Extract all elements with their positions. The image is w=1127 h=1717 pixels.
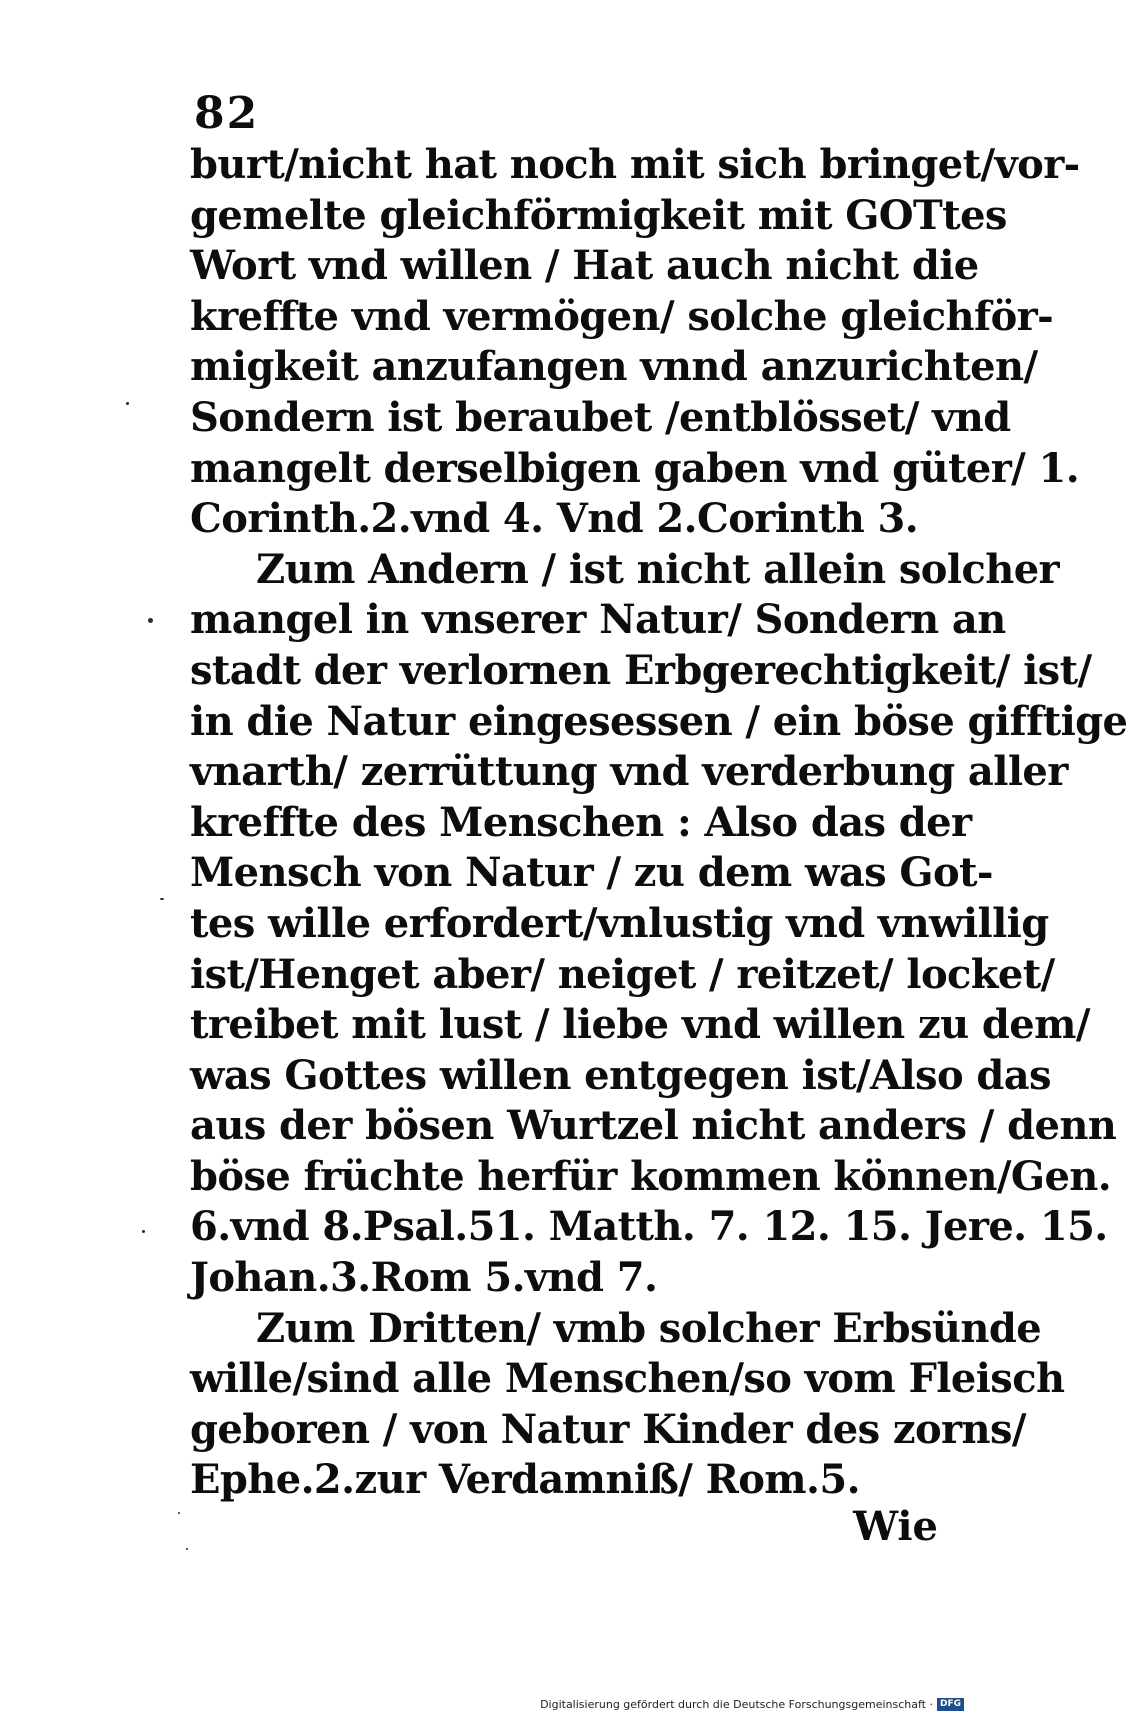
text-line: Corinth.2.vnd 4. Vnd 2.Corinth 3. (190, 495, 919, 543)
text-line: treibet mit lust / liebe vnd willen zu dem/ (190, 1001, 1090, 1049)
text-line: Wort vnd willen / Hat auch nicht die (190, 242, 979, 290)
text-line: ist/Henget aber/ neiget / reitzet/ locket/ (190, 950, 1055, 998)
page-number: 82 (194, 88, 260, 139)
dfg-logo: DFG (937, 1698, 964, 1711)
text-line: geboren / von Natur Kinder des zorns/ (190, 1405, 1026, 1453)
scan-speck (178, 1512, 180, 1514)
digitization-credit (540, 1698, 964, 1711)
text-line: aus der bösen Wurtzel nicht anders / denn (190, 1102, 1117, 1150)
text-line: gemelte gleichförmigkeit mit GOTtes (190, 191, 1007, 239)
text-line: Ephe.2.zur Verdamniß/ Rom.5. (190, 1456, 860, 1504)
text-line: kreffte des Menschen : Also das der (190, 798, 972, 846)
text-line: stadt der verlornen Erbgerechtigkeit/ ist/ (190, 646, 1092, 694)
scan-speck (142, 1230, 145, 1233)
text-line: 6.vnd 8.Psal.51. Matth. 7. 12. 15. Jere. 15. (190, 1203, 1108, 1251)
text-line: wille/sind alle Menschen/so vom Fleisch (190, 1355, 1065, 1403)
scan-speck (186, 1548, 188, 1550)
text-line: kreffte vnd vermögen/ solche gleichför- (190, 292, 1054, 340)
text-line: burt/nicht hat noch mit sich bringet/vor- (190, 141, 1080, 188)
paragraph-start-line: Zum Andern / ist nicht allein solcher (256, 545, 1060, 593)
text-line: böse früchte herfür kommen können/Gen. (190, 1152, 1112, 1200)
paragraph-start-line: Zum Dritten/ vmb solcher Erbsünde (256, 1304, 1042, 1352)
text-line: mangel in vnserer Natur/ Sondern an (190, 596, 1006, 644)
text-line: vnarth/ zerrüttung vnd verderbung aller (190, 748, 1068, 796)
text-line: tes wille erfordert/vnlustig vnd vnwillig (190, 899, 1049, 947)
text-line: migkeit anzufangen vnnd anzurichten/ (190, 343, 1038, 391)
text-line: Mensch von Natur / zu dem was Got- (190, 849, 993, 897)
scan-speck (126, 402, 129, 405)
catchword: Wie (853, 1503, 938, 1550)
scan-speck (148, 618, 153, 623)
text-line: in die Natur eingesessen / ein böse gifftige (190, 697, 1127, 745)
scan-speck (160, 898, 164, 900)
body-text (190, 140, 1127, 1506)
text-line: was Gottes willen entgegen ist/Also das (190, 1051, 1051, 1099)
text-line: mangelt derselbigen gaben vnd güter/ 1. (190, 444, 1080, 492)
text-line: Sondern ist beraubet /entblösset/ vnd (190, 393, 1011, 441)
text-line: Johan.3.Rom 5.vnd 7. (190, 1254, 658, 1302)
credit-text: Digitalisierung gefördert durch die Deutsche Forschungsgemeinschaft · (540, 1698, 933, 1711)
